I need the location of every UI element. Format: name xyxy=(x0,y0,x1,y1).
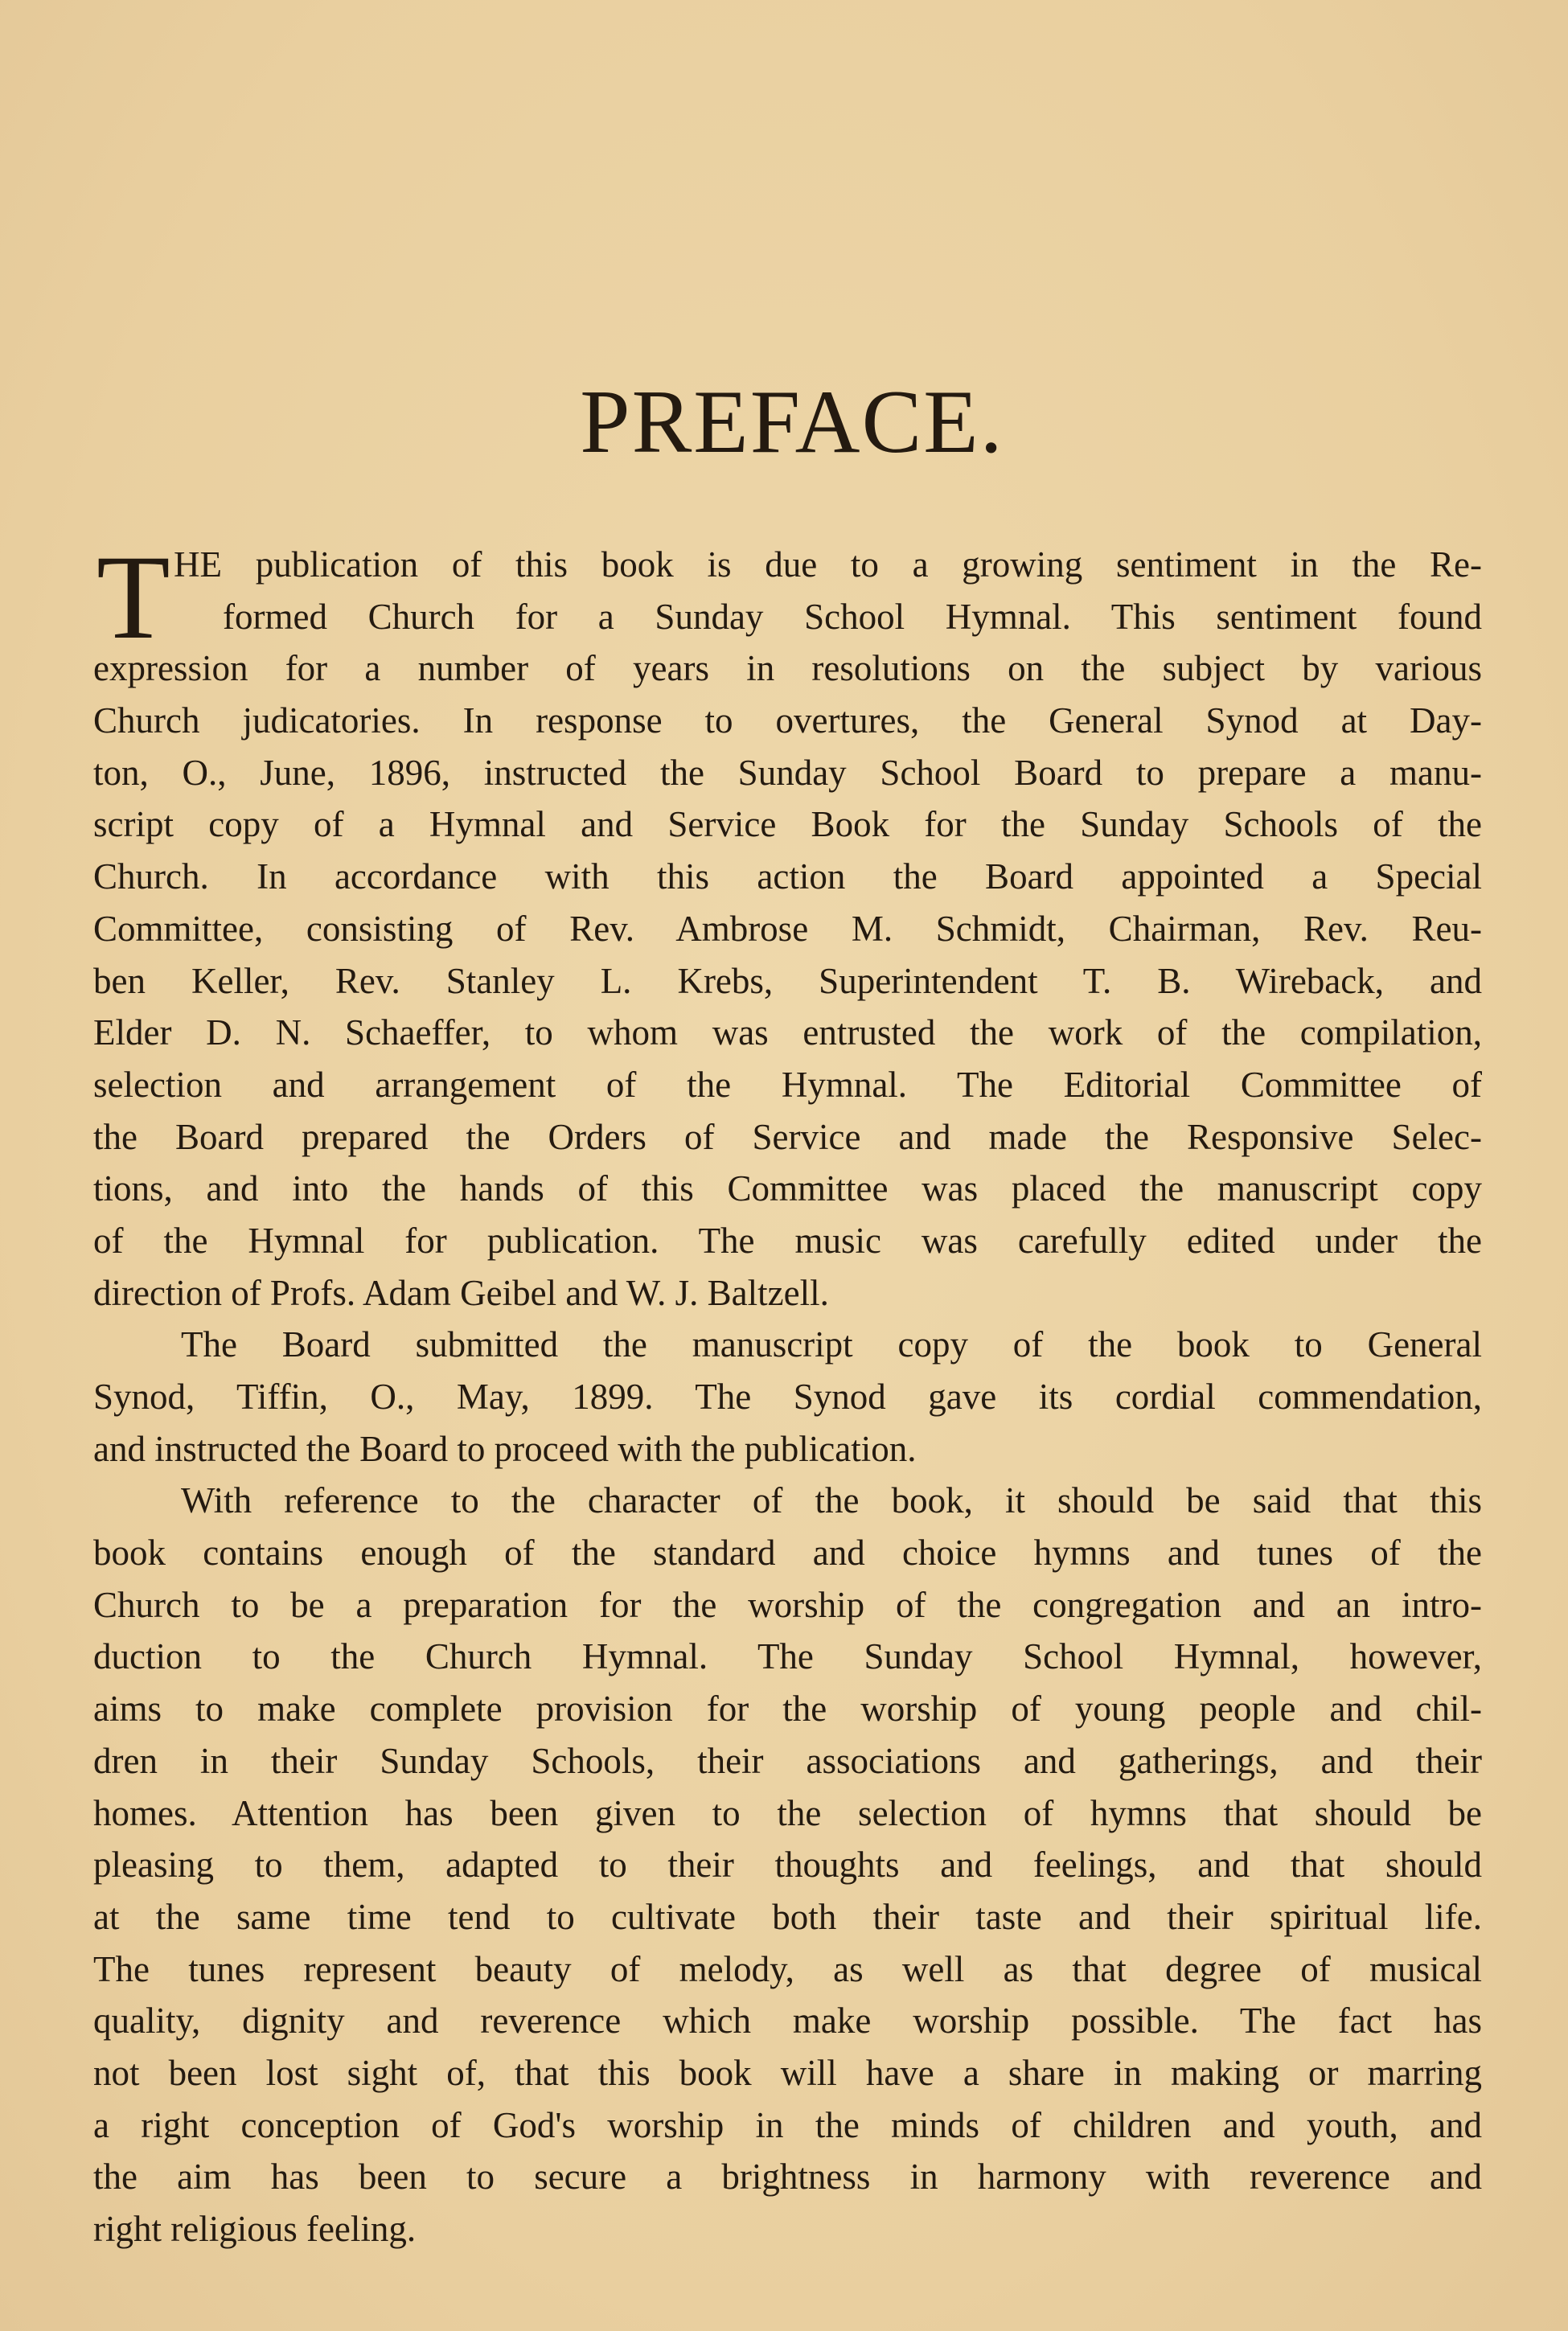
text-line: and instructed the Board to proceed with the publication. xyxy=(93,1428,917,1469)
text-line: Elder D. N. Schaeffer, to whom was entrusted the work of the compilation, xyxy=(93,1012,1482,1053)
text-line: pleasing to them, adapted to their thoughts and feelings, and that should xyxy=(93,1845,1482,1886)
text-line: selection and arrangement of the Hymnal. The Editorial Committee of xyxy=(93,1064,1482,1105)
text-line: The Board submitted the manuscript copy of the book to General xyxy=(181,1324,1482,1365)
text-line: Church. In accordance with this action the Board appointed a Special xyxy=(93,856,1482,897)
text-line: tions, and into the hands of this Committee was placed the manuscript copy xyxy=(93,1168,1482,1209)
text-line: ben Keller, Rev. Stanley L. Krebs, Superintendent T. B. Wireback, and xyxy=(93,960,1482,1001)
text-line: a right conception of God's worship in the minds of children and youth, and xyxy=(93,2104,1482,2145)
text-line: the aim has been to secure a brightness in harmony with reverence and xyxy=(93,2157,1482,2198)
drop-cap: T xyxy=(96,531,170,664)
text-line: The tunes represent beauty of melody, as well as that degree of musical xyxy=(93,1948,1482,1989)
text-line: duction to the Church Hymnal. The Sunday School Hymnal, however, xyxy=(93,1636,1482,1677)
text-line: Synod, Tiffin, O., May, 1899. The Synod gave its cordial commendation, xyxy=(93,1377,1482,1417)
text-line: expression for a number of years in resolutions on the subject by various xyxy=(93,648,1482,689)
text-line: the Board prepared the Orders of Service and made the Responsive Selec- xyxy=(93,1116,1482,1157)
text-line: ton, O., June, 1896, instructed the Sunday School Board to prepare a manu- xyxy=(93,752,1482,793)
text-line: HE publication of this book is due to a growing sentiment in the Re- xyxy=(174,544,1482,585)
text-line: formed Church for a Sunday School Hymnal. This sentiment found xyxy=(223,596,1482,637)
preface-body xyxy=(93,531,1482,2255)
page-title: PREFACE. xyxy=(580,372,1004,472)
text-line: book contains enough of the standard and choice hymns and tunes of the xyxy=(93,1533,1482,1574)
text-line: at the same time tend to cultivate both their taste and their spiritual life. xyxy=(93,1896,1482,1937)
text-line: dren in their Sunday Schools, their associations and gatherings, and their xyxy=(93,1740,1482,1781)
text-line: not been lost sight of, that this book will have a share in making or marring xyxy=(93,2052,1482,2093)
text-line: Committee, consisting of Rev. Ambrose M. Schmidt, Chairman, Rev. Reu- xyxy=(93,908,1482,949)
text-line: With reference to the character of the book, it should be said that this xyxy=(181,1480,1482,1521)
text-line: direction of Profs. Adam Geibel and W. J. Baltzell. xyxy=(93,1272,829,1313)
text-line: script copy of a Hymnal and Service Book for the Sunday Schools of the xyxy=(93,804,1482,845)
text-line: aims to make complete provision for the worship of young people and chil- xyxy=(93,1689,1482,1730)
text-line: of the Hymnal for publication. The music was carefully edited under the xyxy=(93,1220,1482,1261)
text-line: homes. Attention has been given to the selection of hymns that should be xyxy=(93,1792,1482,1833)
text-line: quality, dignity and reverence which make worship possible. The fact has xyxy=(93,2001,1482,2042)
text-line: right religious feeling. xyxy=(93,2209,417,2249)
text-line: Church judicatories. In response to overtures, the General Synod at Day- xyxy=(93,700,1482,741)
text-line: Church to be a preparation for the worship of the congregation and an intro- xyxy=(93,1584,1482,1625)
